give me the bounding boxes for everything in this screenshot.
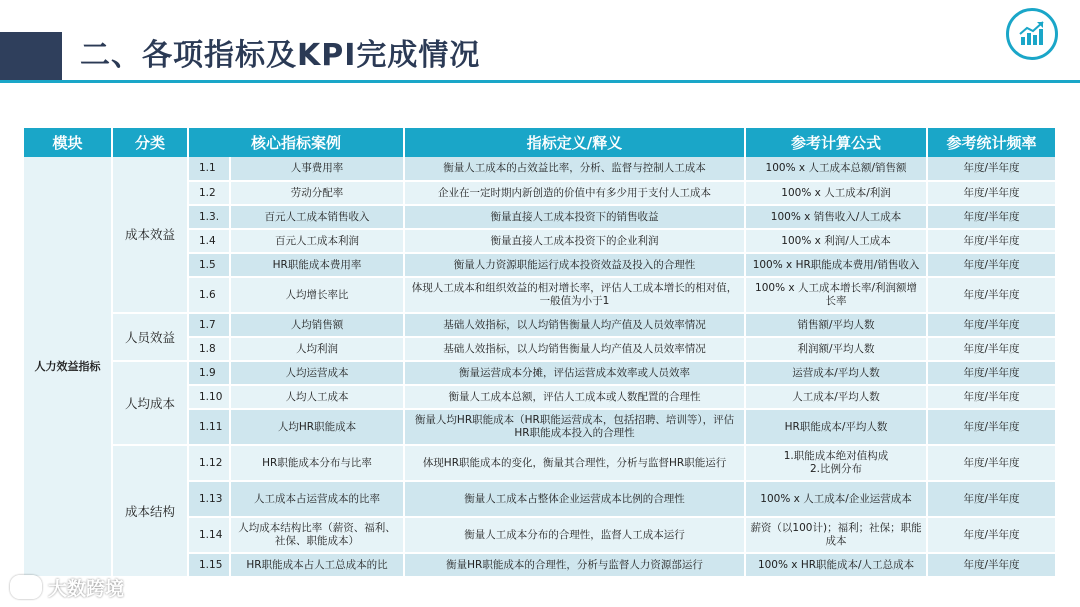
definition-cell: 衡量人力资源职能运行成本投资效益及投入的合理性 (404, 253, 745, 277)
watermark (10, 574, 124, 600)
column-header: 参考计算公式 (745, 128, 927, 157)
title-accent-bar (0, 32, 62, 80)
column-header: 模块 (24, 128, 112, 157)
definition-cell: 基础人效指标，以人均销售衡量人均产值及人员效率情况 (404, 337, 745, 361)
index-cell: 1.12 (188, 445, 230, 481)
watermark-text: 大数跨境 (48, 577, 125, 600)
frequency-cell: 年度/半年度 (927, 337, 1056, 361)
frequency-cell: 年度/半年度 (927, 385, 1056, 409)
formula-cell: 100% x HR职能成本费用/销售收入 (745, 253, 927, 277)
table-row (24, 445, 1056, 481)
index-cell: 1.13 (188, 481, 230, 517)
definition-cell: 衡量HR职能成本的合理性，分析与监督人力资源部运行 (404, 553, 745, 577)
frequency-cell: 年度/半年度 (927, 181, 1056, 205)
formula-cell: 1.职能成本绝对值构成 2.比例分布 (745, 445, 927, 481)
index-cell: 1.9 (188, 361, 230, 385)
formula-cell: 100% x 人工成本增长率/利润额增长率 (745, 277, 927, 313)
index-cell: 1.4 (188, 229, 230, 253)
category-cell: 人员效益 (112, 313, 188, 361)
indicator-name-cell: 人均人工成本 (230, 385, 404, 409)
indicator-name-cell: 百元人工成本利润 (230, 229, 404, 253)
indicator-name-cell: 人均利润 (230, 337, 404, 361)
indicator-name-cell: 百元人工成本销售收入 (230, 205, 404, 229)
page-title: 二、各项指标及KPI完成情况 (80, 38, 481, 73)
index-cell: 1.2 (188, 181, 230, 205)
formula-cell: 100% x 人工成本/利润 (745, 181, 927, 205)
formula-cell: 100% x 销售收入/人工成本 (745, 205, 927, 229)
definition-cell: 体现HR职能成本的变化，衡量其合理性，分析与监督HR职能运行 (404, 445, 745, 481)
indicator-name-cell: 人均运营成本 (230, 361, 404, 385)
definition-cell: 衡量运营成本分摊，评估运营成本效率或人员效率 (404, 361, 745, 385)
column-header: 分类 (112, 128, 188, 157)
table-row (24, 313, 1056, 337)
formula-cell: 利润额/平均人数 (745, 337, 927, 361)
index-cell: 1.10 (188, 385, 230, 409)
definition-cell: 衡量人工成本占整体企业运营成本比例的合理性 (404, 481, 745, 517)
indicator-name-cell: HR职能成本费用率 (230, 253, 404, 277)
table-header-row (24, 128, 1056, 157)
indicator-name-cell: 劳动分配率 (230, 181, 404, 205)
category-cell: 成本效益 (112, 157, 188, 313)
frequency-cell: 年度/半年度 (927, 445, 1056, 481)
table-row (24, 157, 1056, 181)
index-cell: 1.14 (188, 517, 230, 553)
formula-cell: HR职能成本/平均人数 (745, 409, 927, 445)
indicator-name-cell: 人均HR职能成本 (230, 409, 404, 445)
indicator-name-cell: 人事费用率 (230, 157, 404, 181)
definition-cell: 衡量人工成本的占效益比率，分析、监督与控制人工成本 (404, 157, 745, 181)
index-cell: 1.6 (188, 277, 230, 313)
module-cell: 人力效益指标 (24, 157, 112, 577)
definition-cell: 衡量人工成本分布的合理性，监督人工成本运行 (404, 517, 745, 553)
formula-cell: 100% x 人工成本/企业运营成本 (745, 481, 927, 517)
definition-cell: 基础人效指标，以人均销售衡量人均产值及人员效率情况 (404, 313, 745, 337)
index-cell: 1.11 (188, 409, 230, 445)
index-cell: 1.3. (188, 205, 230, 229)
frequency-cell: 年度/半年度 (927, 361, 1056, 385)
frequency-cell: 年度/半年度 (927, 205, 1056, 229)
formula-cell: 运营成本/平均人数 (745, 361, 927, 385)
brand-logo-icon (10, 575, 42, 599)
frequency-cell: 年度/半年度 (927, 277, 1056, 313)
formula-cell: 销售额/平均人数 (745, 313, 927, 337)
formula-cell: 薪资（以100计)；福利；社保；职能成本 (745, 517, 927, 553)
definition-cell: 衡量直接人工成本投资下的销售收益 (404, 205, 745, 229)
formula-cell: 100% x 人工成本总额/销售额 (745, 157, 927, 181)
frequency-cell: 年度/半年度 (927, 481, 1056, 517)
frequency-cell: 年度/半年度 (927, 409, 1056, 445)
index-cell: 1.5 (188, 253, 230, 277)
index-cell: 1.1 (188, 157, 230, 181)
kpi-table (24, 128, 1057, 578)
category-cell: 人均成本 (112, 361, 188, 445)
column-header: 指标定义/释义 (404, 128, 745, 157)
definition-cell: 衡量人均HR职能成本（HR职能运营成本，包括招聘、培训等），评估HR职能成本投入的合理性 (404, 409, 745, 445)
frequency-cell: 年度/半年度 (927, 553, 1056, 577)
frequency-cell: 年度/半年度 (927, 517, 1056, 553)
frequency-cell: 年度/半年度 (927, 229, 1056, 253)
column-header: 参考统计频率 (927, 128, 1056, 157)
table-body (24, 157, 1056, 577)
frequency-cell: 年度/半年度 (927, 313, 1056, 337)
column-header: 核心指标案例 (188, 128, 404, 157)
formula-cell: 100% x HR职能成本/人工总成本 (745, 553, 927, 577)
chart-growth-icon (1006, 8, 1058, 60)
definition-cell: 衡量直接人工成本投资下的企业利润 (404, 229, 745, 253)
indicator-name-cell: 人工成本占运营成本的比率 (230, 481, 404, 517)
index-cell: 1.15 (188, 553, 230, 577)
frequency-cell: 年度/半年度 (927, 157, 1056, 181)
indicator-name-cell: 人均成本结构比率（薪资、福利、社保、职能成本） (230, 517, 404, 553)
indicator-name-cell: HR职能成本分布与比率 (230, 445, 404, 481)
indicator-name-cell: 人均增长率比 (230, 277, 404, 313)
indicator-name-cell: 人均销售额 (230, 313, 404, 337)
formula-cell: 100% x 利润/人工成本 (745, 229, 927, 253)
category-cell: 成本结构 (112, 445, 188, 577)
frequency-cell: 年度/半年度 (927, 253, 1056, 277)
title-divider (0, 80, 1080, 83)
index-cell: 1.7 (188, 313, 230, 337)
definition-cell: 企业在一定时期内新创造的价值中有多少用于支付人工成本 (404, 181, 745, 205)
definition-cell: 衡量人工成本总额，评估人工成本或人数配置的合理性 (404, 385, 745, 409)
formula-cell: 人工成本/平均人数 (745, 385, 927, 409)
table-row (24, 361, 1056, 385)
definition-cell: 体现人工成本和组织效益的相对增长率，评估人工成本增长的相对值，一般值为小于1 (404, 277, 745, 313)
index-cell: 1.8 (188, 337, 230, 361)
indicator-name-cell: HR职能成本占人工总成本的比 (230, 553, 404, 577)
